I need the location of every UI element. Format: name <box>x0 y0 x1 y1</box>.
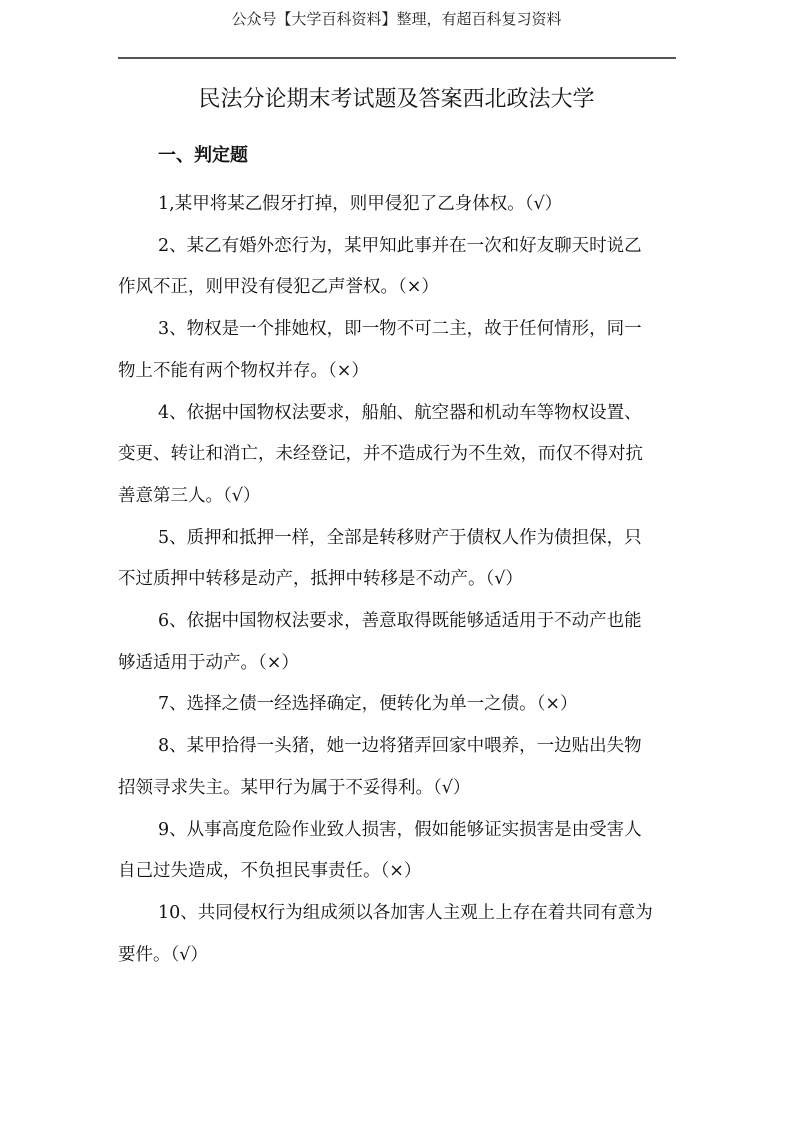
question-item <box>118 226 688 309</box>
question-item <box>118 893 688 976</box>
question-line: 善意第三人。（√） <box>118 485 261 506</box>
question-line: 招领寻求失主。某甲行为属于不妥得利。（√） <box>118 777 471 798</box>
page-header: 公众号【大学百科资料】整理，有超百科复习资料 <box>231 10 562 28</box>
question-line: 变更、转让和消亡，未经登记，并不造成行为不生效，而仅不得对抗 <box>118 444 643 465</box>
question-item <box>118 518 688 601</box>
header-rule <box>118 57 676 59</box>
question-line: 作风不正，则甲没有侵犯乙声誉权。（×） <box>118 277 439 298</box>
question-item <box>118 810 688 893</box>
question-item <box>118 726 688 809</box>
question-line: 8、某甲拾得一头猪，她一边将猪弄回家中喂养，一边贴出失物 <box>158 736 642 757</box>
question-line: 1,某甲将某乙假牙打掉，则甲侵犯了乙身体权。（√） <box>158 194 563 214</box>
question-item <box>118 393 688 518</box>
question-line: 够适适用于动产。（×） <box>118 652 299 673</box>
question-line: 4、依据中国物权法要求，船舶、航空器和机动车等物权设置、 <box>158 402 642 423</box>
question-line: 9、从事高度危险作业致人损害，假如能够证实损害是由受害人 <box>158 819 642 840</box>
question-line: 不过质押中转移是动产，抵押中转移是不动产。（√） <box>118 569 523 590</box>
question-list <box>118 184 688 976</box>
question-line: 3、物权是一个排她权，即一物不可二主，故于任何情形，同一 <box>158 319 642 340</box>
question-line: 要件。（√） <box>118 944 208 965</box>
question-line: 7、选择之债一经选择确定，便转化为单一之债。（×） <box>158 694 578 715</box>
question-item <box>118 601 688 684</box>
question-line: 2、某乙有婚外恋行为，某甲知此事并在一次和好友聊天时说乙 <box>158 235 642 256</box>
section-heading: 一、判定题 <box>158 145 248 166</box>
question-line: 5、质押和抵押一样，全部是转移财产于债权人作为债担保，只 <box>158 527 642 548</box>
document-title: 民法分论期末考试题及答案西北政法大学 <box>198 87 595 112</box>
question-line: 物上不能有两个物权并存。（×） <box>118 360 369 381</box>
question-item <box>118 184 688 226</box>
question-line: 自己过失造成，不负担民事责任。（×） <box>118 861 422 882</box>
question-item <box>118 309 688 392</box>
question-line: 10、共同侵权行为组成须以各加害人主观上上存在着共同有意为 <box>158 902 653 923</box>
question-line: 6、依据中国物权法要求，善意取得既能够适适用于不动产也能 <box>158 611 642 632</box>
question-item <box>118 684 688 726</box>
